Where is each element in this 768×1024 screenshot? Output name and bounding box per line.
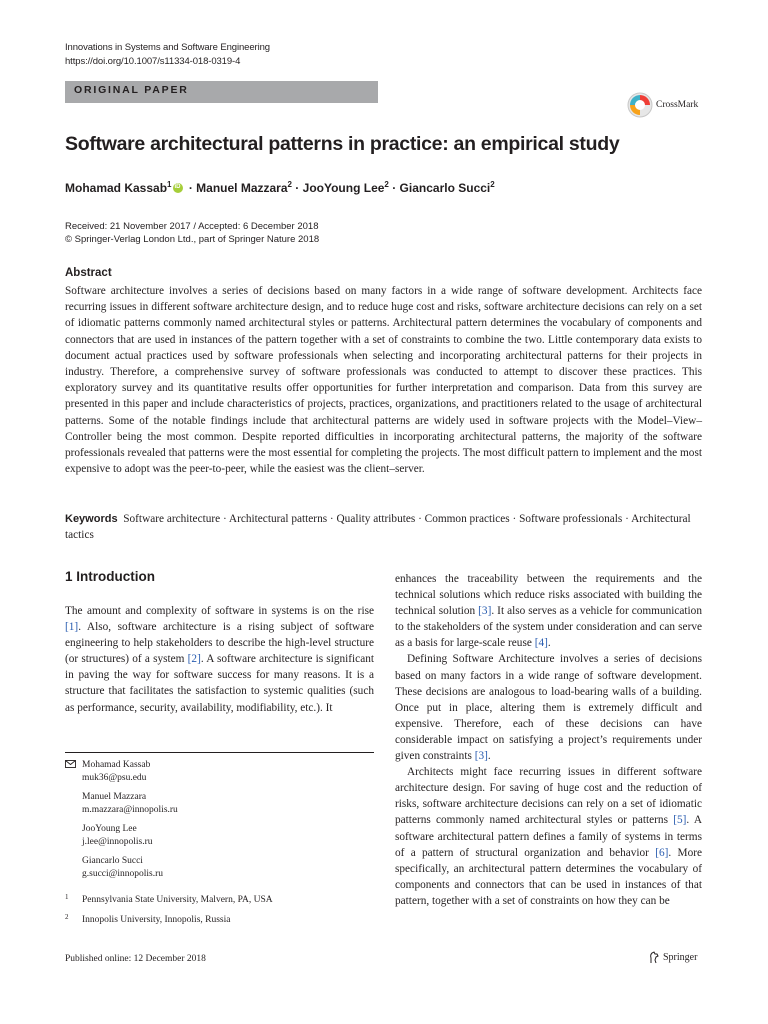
- author-affiliation-mark: 2: [287, 180, 292, 189]
- contact-name: Giancarlo Succi: [82, 856, 143, 866]
- citation-link[interactable]: [3]: [474, 750, 488, 763]
- contact-entry: [82, 823, 178, 848]
- envelope-icon: [65, 760, 76, 768]
- keywords: [65, 511, 702, 543]
- citation-link[interactable]: [6]: [655, 846, 669, 859]
- citation-link[interactable]: [1]: [65, 621, 79, 634]
- published-online: Published online: 12 December 2018: [65, 954, 206, 964]
- author-affiliation-mark: 2: [490, 180, 495, 189]
- affiliation-text: Pennsylvania State University, Malvern, PA, USA: [82, 895, 273, 905]
- crossmark-icon: [627, 92, 653, 118]
- citation-link[interactable]: [4]: [534, 637, 548, 650]
- body-text: The amount and complexity of software in systems is on the rise: [65, 605, 374, 617]
- affiliation-entry: [65, 914, 273, 926]
- citation-link[interactable]: [5]: [673, 814, 687, 827]
- copyright-line: © Springer-Verlag London Ltd., part of Springer Nature 2018: [65, 234, 320, 245]
- author-name: JooYoung Lee: [302, 181, 385, 195]
- citation-link[interactable]: [2]: [187, 653, 201, 666]
- paper-title: Software architectural patterns in practice: an empirical study: [65, 133, 620, 155]
- journal-name: Innovations in Systems and Software Engineering: [65, 42, 270, 53]
- contact-email[interactable]: g.succi@innopolis.ru: [82, 868, 164, 879]
- keywords-list: Software architecture · Architectural patterns · Quality attributes · Common practices · Software professionals · Architectural tactics: [65, 513, 691, 542]
- body-text: . A software architectural pattern defines a family of systems in terms of a pattern of structural organization and behavior: [395, 814, 703, 859]
- received-accepted: Received: 21 November 2017 / Accepted: 6 December 2018: [65, 221, 319, 232]
- author-affiliation-mark: 1: [167, 180, 172, 189]
- abstract-heading: Abstract: [65, 267, 112, 279]
- body-text: . A software architecture is significant in paving the way for software success for many reasons. It is a structure that facilitates the satisfaction to systemic qualities (such as performance, security, availability, modifiability, etc.). It: [65, 653, 374, 714]
- affiliation-number: 1: [65, 893, 69, 901]
- affiliations: [65, 894, 273, 934]
- keywords-label: Keywords: [65, 513, 118, 525]
- body-text: . It also serves as a vehicle for communication to the stakeholders of the system under consideration and can serve as a basis for large-scale reuse: [395, 605, 702, 650]
- author-affiliation-mark: 2: [384, 180, 389, 189]
- doi-link[interactable]: https://doi.org/10.1007/s11334-018-0319-4: [65, 56, 241, 67]
- contact-entry: [82, 855, 178, 880]
- article-dates: [65, 220, 319, 246]
- author-name: Manuel Mazzara: [196, 181, 288, 195]
- affiliation-entry: [65, 894, 273, 906]
- publisher-name: Springer: [663, 952, 698, 963]
- body-text: Defining Software Architecture involves a series of decisions based on many factors in a wide range of software development. These decisions are analogous to load-bearing walls of a building. Once put in place, altering them is extremely difficult and expensive. Therefore, each of these decisions can have considerable impact on satisfying a project’s requirements under given constraints: [395, 653, 702, 763]
- contact-email[interactable]: m.mazzara@innopolis.ru: [82, 804, 178, 815]
- contact-entry: [82, 759, 178, 784]
- footnote-divider: [65, 752, 374, 753]
- body-text: . Also, software architecture is a rising subject of software engineering to help stakeholders to describe the high-level structure (or structures) of a system: [65, 621, 374, 666]
- publisher-logo: [648, 951, 697, 964]
- contact-name: JooYoung Lee: [82, 824, 137, 834]
- correspondence-block: [65, 759, 178, 887]
- body-text: .: [487, 750, 491, 763]
- author-name: Giancarlo Succi: [399, 181, 491, 195]
- crossmark-label: CrossMark: [656, 100, 699, 110]
- paragraph: [395, 651, 702, 764]
- citation-link[interactable]: [3]: [478, 605, 492, 618]
- abstract-text: Software architecture involves a series of decisions based on many factors in a wide range of software development. Architects face recurring issues in different software architecture design, and to reduce huge cost and risks, software architecture decisions can rely on a set of idiomatic patterns commonly named architectural styles or patterns. Architectural pattern determines the vocabulary of components and connectors that are used in instances of the pattern together with a set of constraints to combine the two. Little contemporary data exists to document actual practices used by software professionals when selecting and incorporating architectural patterns for their projects in industry. Therefore, a comprehensive survey of software professionals was conducted to attempt to discover these practices. This exploratory survey and its quantitative results offer opportunities for further interpretation and comparison. Data from this survey are presented in this paper and include characteristics of projects, practices, organizations, and practitioners related to the usage of architectural patterns. Some of the notable findings include that architectural patterns are widely used in software projects with the Model–View–Controller being the most common. Despite reported difficulties in incorporating architectural patterns, the majority of the software professionals revealed that patterns were the most essential for completing the projects. The most difficult pattern to implement and the most expensive to adopt was the peer-to-peer, while the easiest was the client–server.: [65, 285, 702, 476]
- crossmark-badge[interactable]: [627, 92, 698, 118]
- affiliation-number: 2: [65, 913, 69, 921]
- body-text: .: [547, 637, 551, 650]
- section-heading: 1 Introduction: [65, 569, 155, 584]
- springer-horse-icon: [648, 951, 660, 964]
- journal-header: [65, 41, 270, 69]
- article-type-label: ORIGINAL PAPER: [74, 84, 189, 96]
- contact-entry: [82, 791, 178, 816]
- author-list: Mohamad Kassab$^1$iD · Manuel Mazzara$^2$ · JooYoung Lee$^2$ · Giancarlo Succi$^2$: [65, 180, 495, 195]
- author-name: Mohamad Kassab: [65, 181, 168, 195]
- intro-right-column: [395, 571, 702, 909]
- article-type-banner: [65, 81, 378, 103]
- body-text: enhances the traceability between the requirements and the technical solutions which reduce risks associated with building the technical solution: [395, 573, 702, 618]
- paragraph: [395, 571, 702, 651]
- contact-name: Manuel Mazzara: [82, 792, 147, 802]
- affiliation-text: Innopolis University, Innopolis, Russia: [82, 915, 231, 925]
- paragraph: [395, 764, 702, 909]
- contact-name: Mohamad Kassab: [82, 760, 151, 770]
- body-text: . More specifically, an architectural pattern determines the vocabulary of components and connectors that can be used in instances of that pattern, together with a set of constraints on how they can be: [395, 846, 702, 907]
- contact-email[interactable]: muk36@psu.edu: [82, 772, 147, 783]
- intro-left-column: [65, 603, 374, 716]
- orcid-icon[interactable]: [173, 183, 183, 193]
- contact-email[interactable]: j.lee@innopolis.ru: [82, 836, 153, 847]
- body-text: Architects might face recurring issues in different software architecture design. For saving of huge cost and the reduction of risks, software architecture decisions can rely on a set of idiomatic patterns commonly named architectural styles or patterns: [395, 766, 702, 827]
